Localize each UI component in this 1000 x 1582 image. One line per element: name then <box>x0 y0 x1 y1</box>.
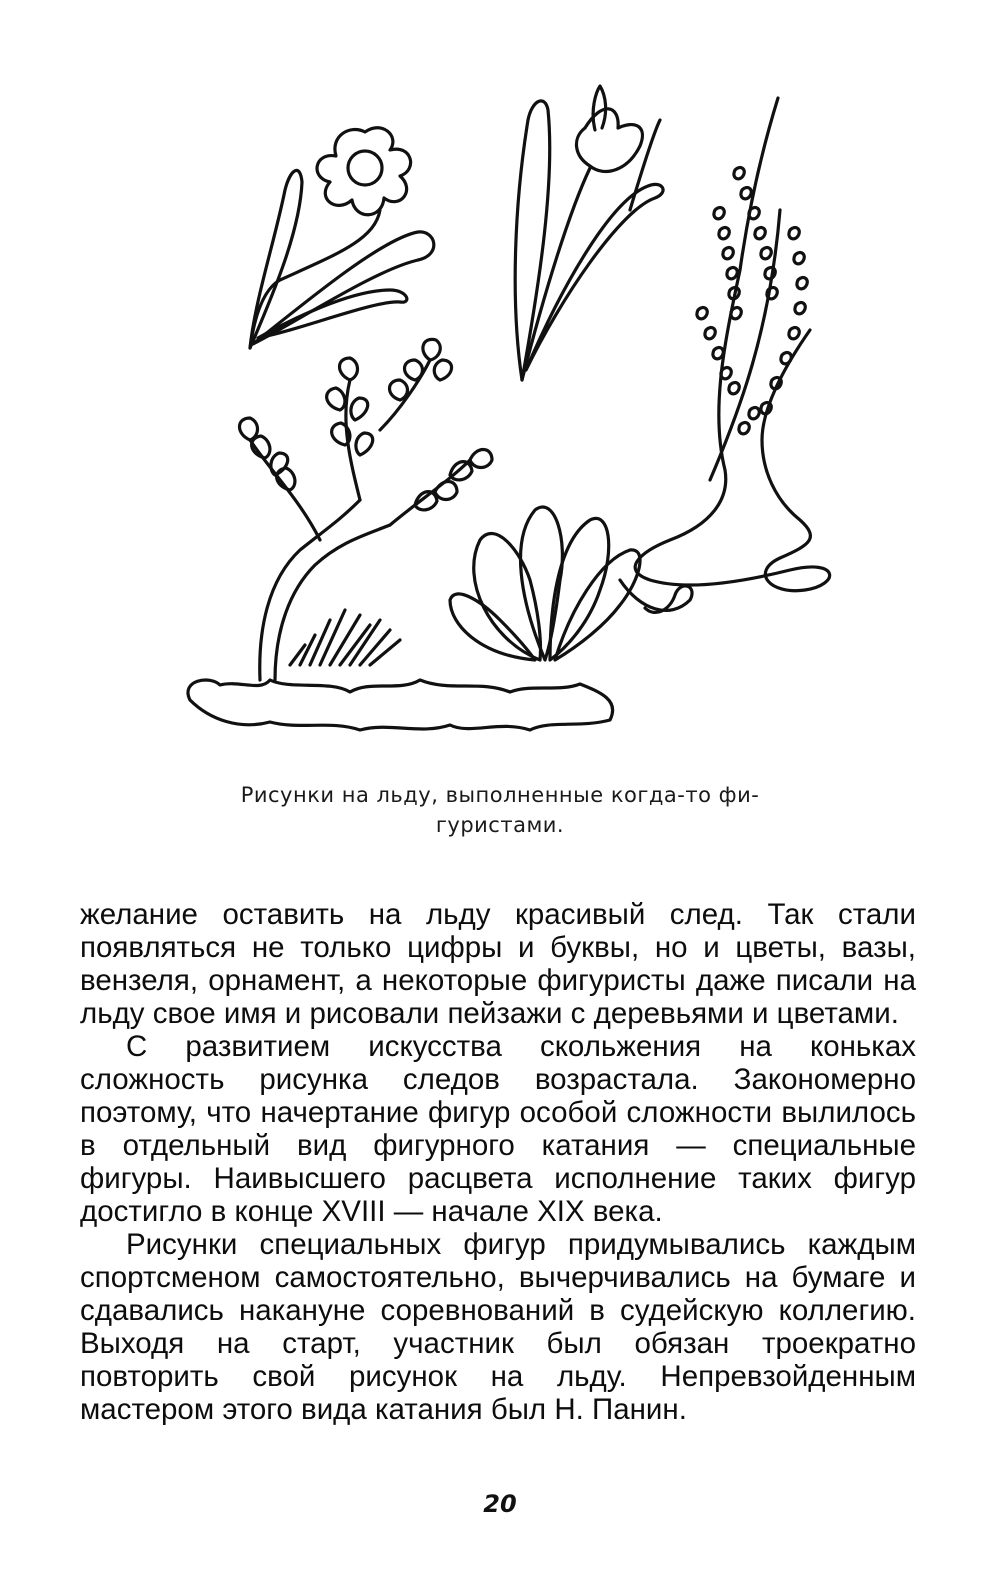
paragraph-2: С развитием искусства скольжения на коньках сложность рисунка следов возрастала. Закономерно поэтому, что начертание фигур особой сложности вылилось в отдельный вид фигурного катания — специальные фигуры. Наивысшего расцвета исполнение таких фигур достигло в конце XVIII — начале XIX века. <box>80 1030 916 1228</box>
ice-drawings-svg <box>150 80 870 770</box>
figure-caption <box>180 780 820 840</box>
ice-drawings-illustration <box>150 80 870 770</box>
body-text <box>80 898 916 1426</box>
caption-line-1: Рисунки на льду, выполненные когда-то фи- <box>240 783 760 807</box>
paragraph-3: Рисунки специальных фигур придумывались каждым спортсменом самостоятельно, вычерчивались на бумаге и сдавались накануне соревнований в судейскую коллегию. Выходя на старт, участник был обязан троекратно повторить свой рисунок на льду. Непревзойденным мастером этого вида катания был Н. Панин. <box>80 1228 916 1426</box>
curly-tree-drawing <box>620 98 830 612</box>
caption-line-2: гуристами. <box>435 813 565 837</box>
bush-landscape-drawing <box>188 339 640 730</box>
paragraph-1: желание оставить на льду красивый след. Так стали появляться не только цифры и буквы, но и цветы, вазы, вензеля, орнамент, а некоторые фигуристы даже писали на льду свое имя и рисовали пейзажи с деревьями и цветами. <box>80 898 916 1030</box>
tulip-drawing <box>515 86 663 380</box>
daisy-drawing <box>250 128 434 348</box>
page-number: 20 <box>483 1490 517 1518</box>
